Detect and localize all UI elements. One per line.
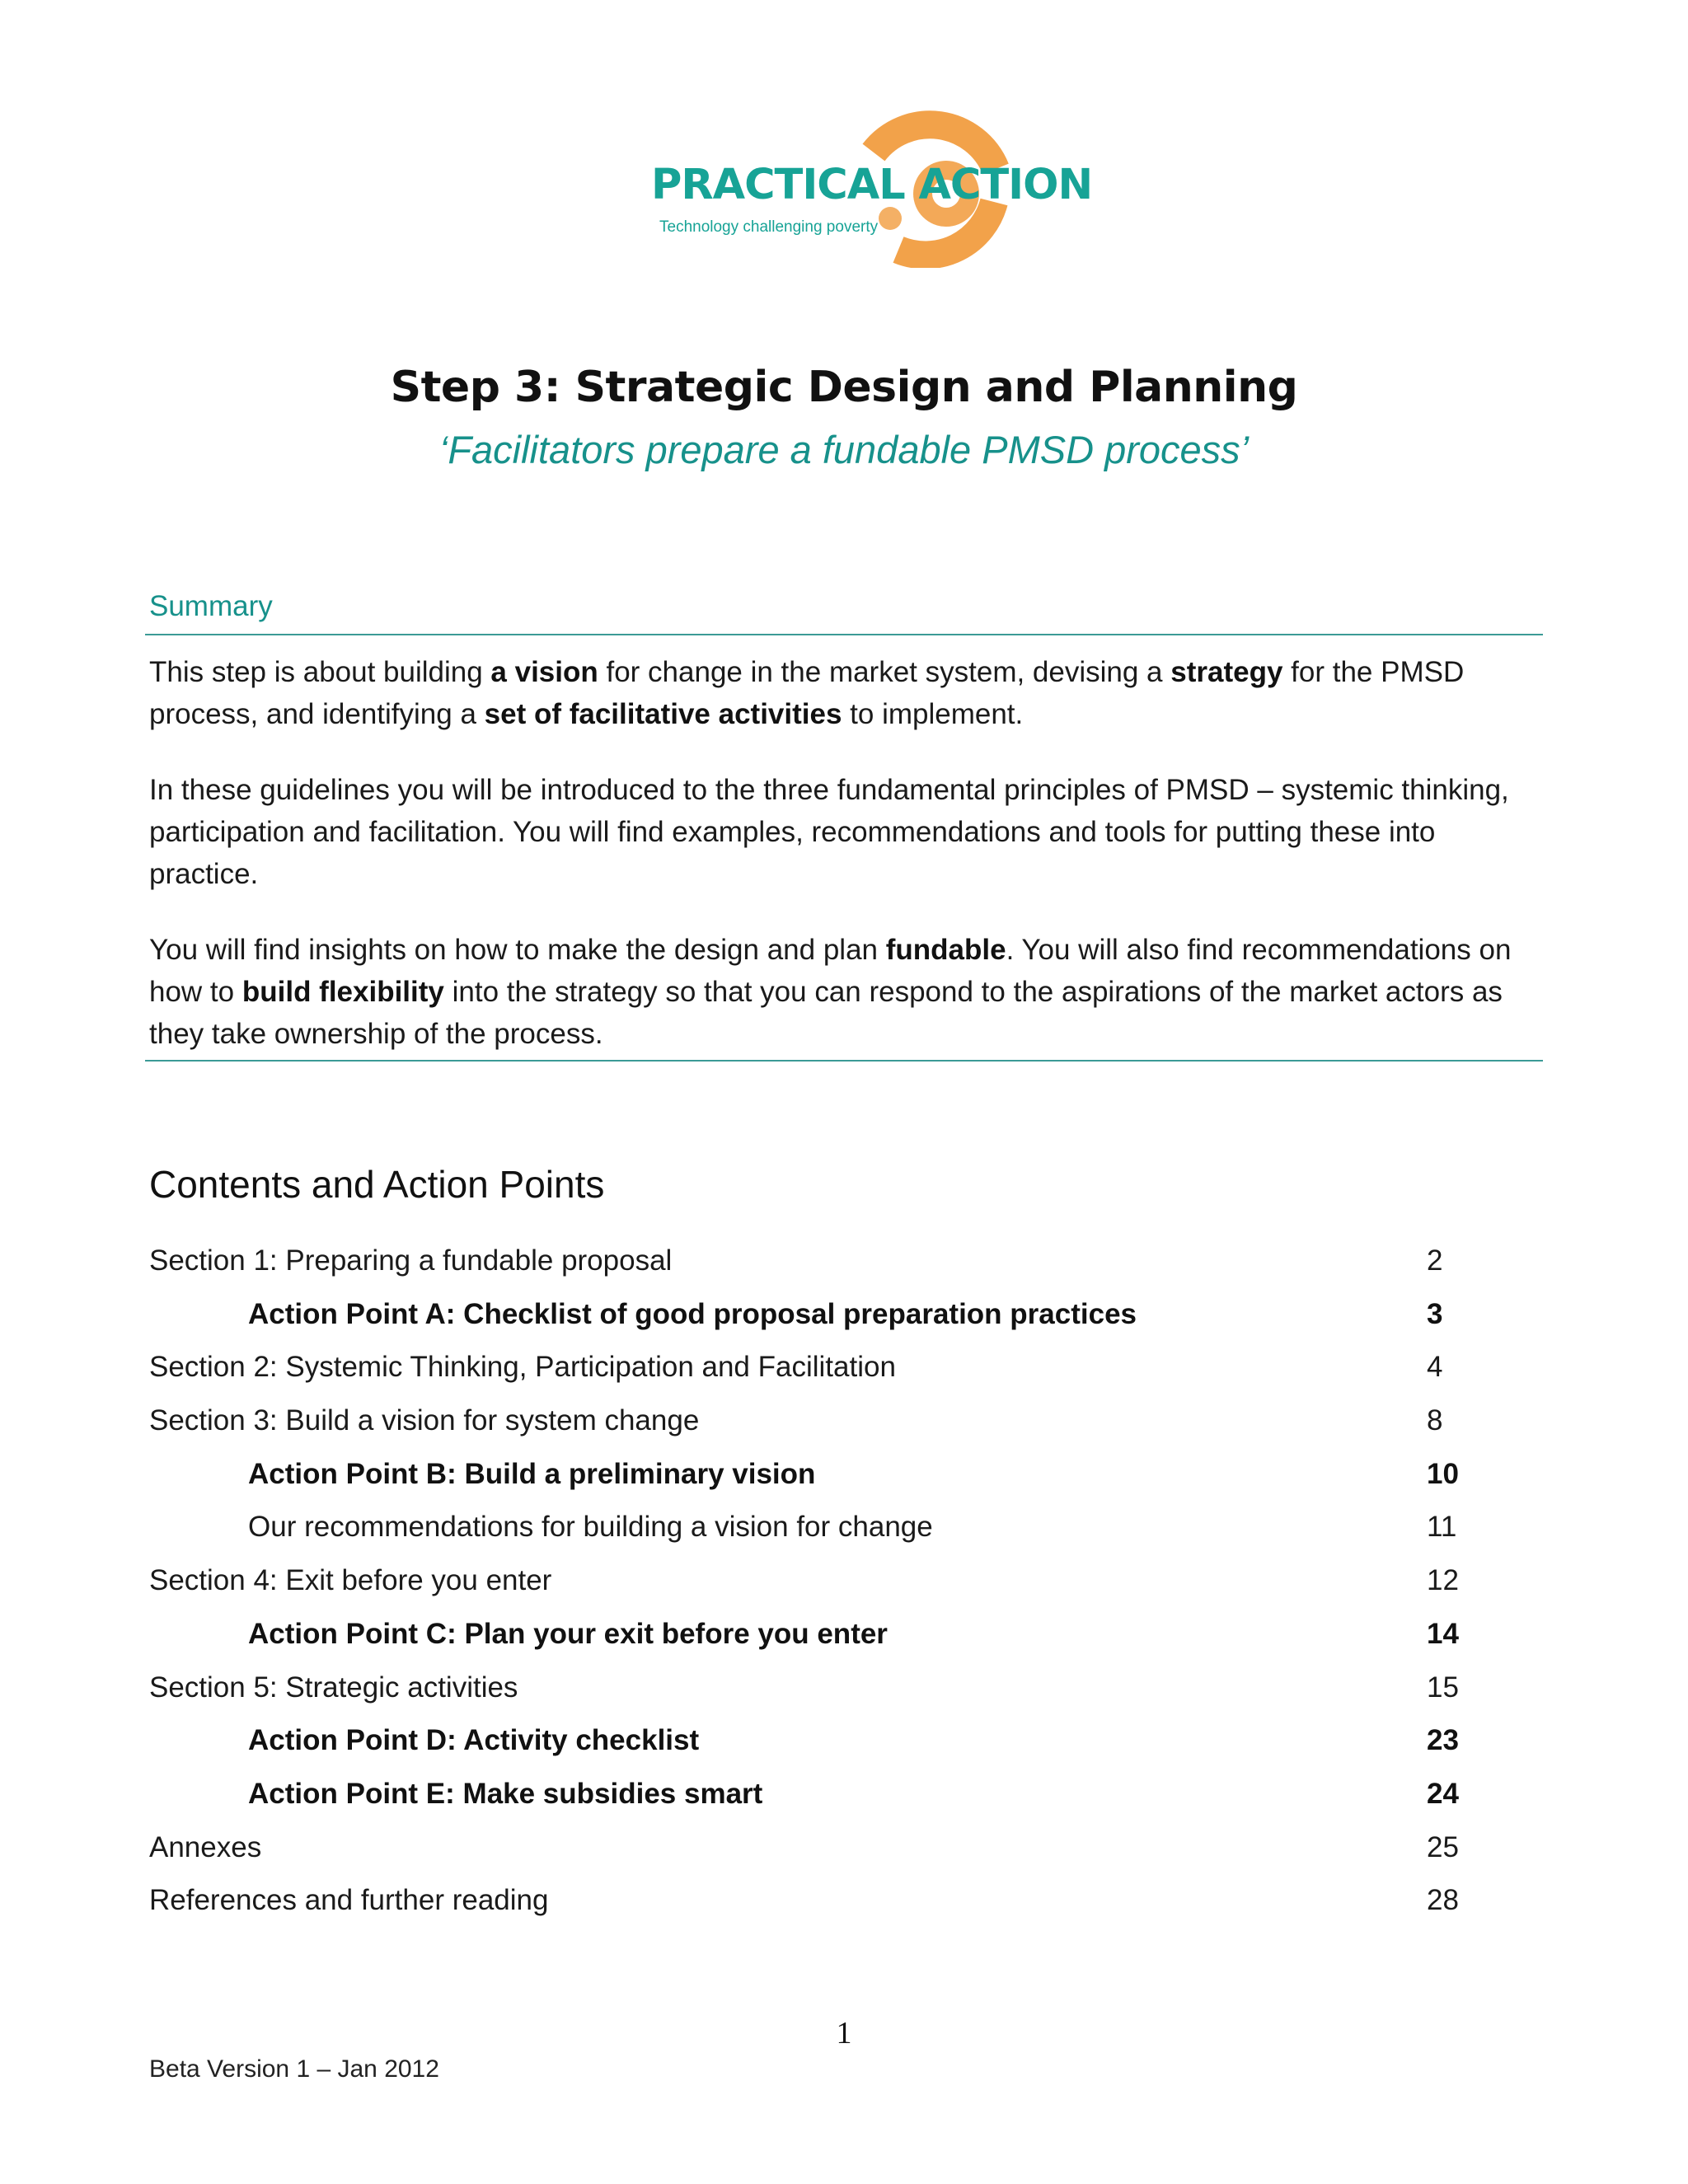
summary-bottom-divider (145, 1060, 1543, 1062)
toc-page-number: 15 (1427, 1671, 1459, 1704)
toc-row[interactable] (149, 1613, 1476, 1666)
toc-page-number: 28 (1427, 1884, 1459, 1917)
toc-page-number: 14 (1427, 1617, 1459, 1650)
toc-row[interactable] (149, 1506, 1476, 1559)
toc-page-number: 24 (1427, 1777, 1459, 1810)
emphasis-flexibility: build flexibility (241, 976, 444, 1008)
toc-row[interactable] (149, 1399, 1476, 1453)
toc-row[interactable] (149, 1559, 1476, 1613)
toc-page-number: 23 (1427, 1724, 1459, 1757)
toc-row[interactable] (149, 1346, 1476, 1399)
toc-label: Annexes (149, 1830, 262, 1863)
practical-action-logo (651, 95, 1093, 272)
page-number: 1 (836, 2016, 852, 2050)
toc-page-number: 10 (1427, 1457, 1459, 1490)
contents-heading: Contents and Action Points (149, 1163, 605, 1206)
toc-page-number: 3 (1427, 1297, 1443, 1330)
toc-page-number: 2 (1427, 1244, 1443, 1277)
page-title: Step 3: Strategic Design and Planning (390, 363, 1298, 412)
toc-page-number: 11 (1427, 1511, 1457, 1544)
toc-label: Action Point D: Activity checklist (248, 1724, 700, 1757)
toc-label: Section 1: Preparing a fundable proposal (149, 1244, 673, 1277)
toc-page-number: 12 (1427, 1564, 1459, 1597)
toc-page-number: 8 (1427, 1404, 1443, 1437)
version-footer: Beta Version 1 – Jan 2012 (149, 2055, 439, 2083)
table-of-contents (149, 1240, 1476, 1933)
toc-label: Section 4: Exit before you enter (149, 1564, 552, 1597)
toc-row[interactable] (149, 1666, 1476, 1720)
summary-top-divider (145, 634, 1543, 635)
emphasis-vision: a vision (490, 656, 598, 688)
summary-paragraph-2: In these guidelines you will be introduced to the three fundamental principles of PMSD – systemic thinking, participation and facilitation. You will find examples, recommendations and tools for putting these into practice. (149, 774, 1509, 890)
emphasis-strategy: strategy (1170, 656, 1283, 688)
toc-page-number: 25 (1427, 1830, 1459, 1863)
toc-label: References and further reading (149, 1884, 549, 1917)
summary-paragraph-1: This step is about building a vision for change in the market system, devising a strategy for the PMSD process, and identifying a set of facilitative activities to implement. (149, 656, 1465, 730)
toc-label: Action Point E: Make subsidies smart (248, 1777, 763, 1810)
page-subtitle: ‘Facilitators prepare a fundable PMSD process’ (438, 428, 1250, 471)
emphasis-fundable: fundable (885, 934, 1006, 966)
toc-label: Our recommendations for building a vision for change (248, 1511, 933, 1544)
toc-row[interactable] (149, 1719, 1476, 1773)
toc-row[interactable] (149, 1773, 1476, 1826)
toc-label: Action Point C: Plan your exit before you enter (248, 1617, 888, 1650)
toc-label: Section 3: Build a vision for system change (149, 1404, 700, 1437)
toc-row[interactable] (149, 1453, 1476, 1507)
toc-label: Section 5: Strategic activities (149, 1671, 518, 1704)
logo-wordmark: PRACTICAL ACTION (651, 161, 1093, 209)
toc-page-number: 4 (1427, 1351, 1443, 1384)
toc-label: Section 2: Systemic Thinking, Participation and Facilitation (149, 1351, 896, 1384)
toc-label: Action Point A: Checklist of good proposal preparation practices (248, 1297, 1137, 1330)
summary-body (149, 651, 1542, 1089)
toc-label: Action Point B: Build a preliminary vision (248, 1457, 816, 1490)
toc-row[interactable] (149, 1293, 1476, 1347)
logo-tagline: Technology challenging poverty (659, 218, 879, 236)
summary-paragraph-3: You will find insights on how to make the design and plan fundable. You will also find recommendations on how to build flexibility into the strategy so that you can respond to the aspirations of the market actors as they take ownership of the process. (149, 934, 1512, 1050)
emphasis-activities: set of facilitative activities (484, 698, 842, 730)
toc-row[interactable] (149, 1879, 1476, 1933)
toc-row[interactable] (149, 1240, 1476, 1293)
toc-row[interactable] (149, 1826, 1476, 1880)
summary-heading: Summary (149, 590, 273, 622)
